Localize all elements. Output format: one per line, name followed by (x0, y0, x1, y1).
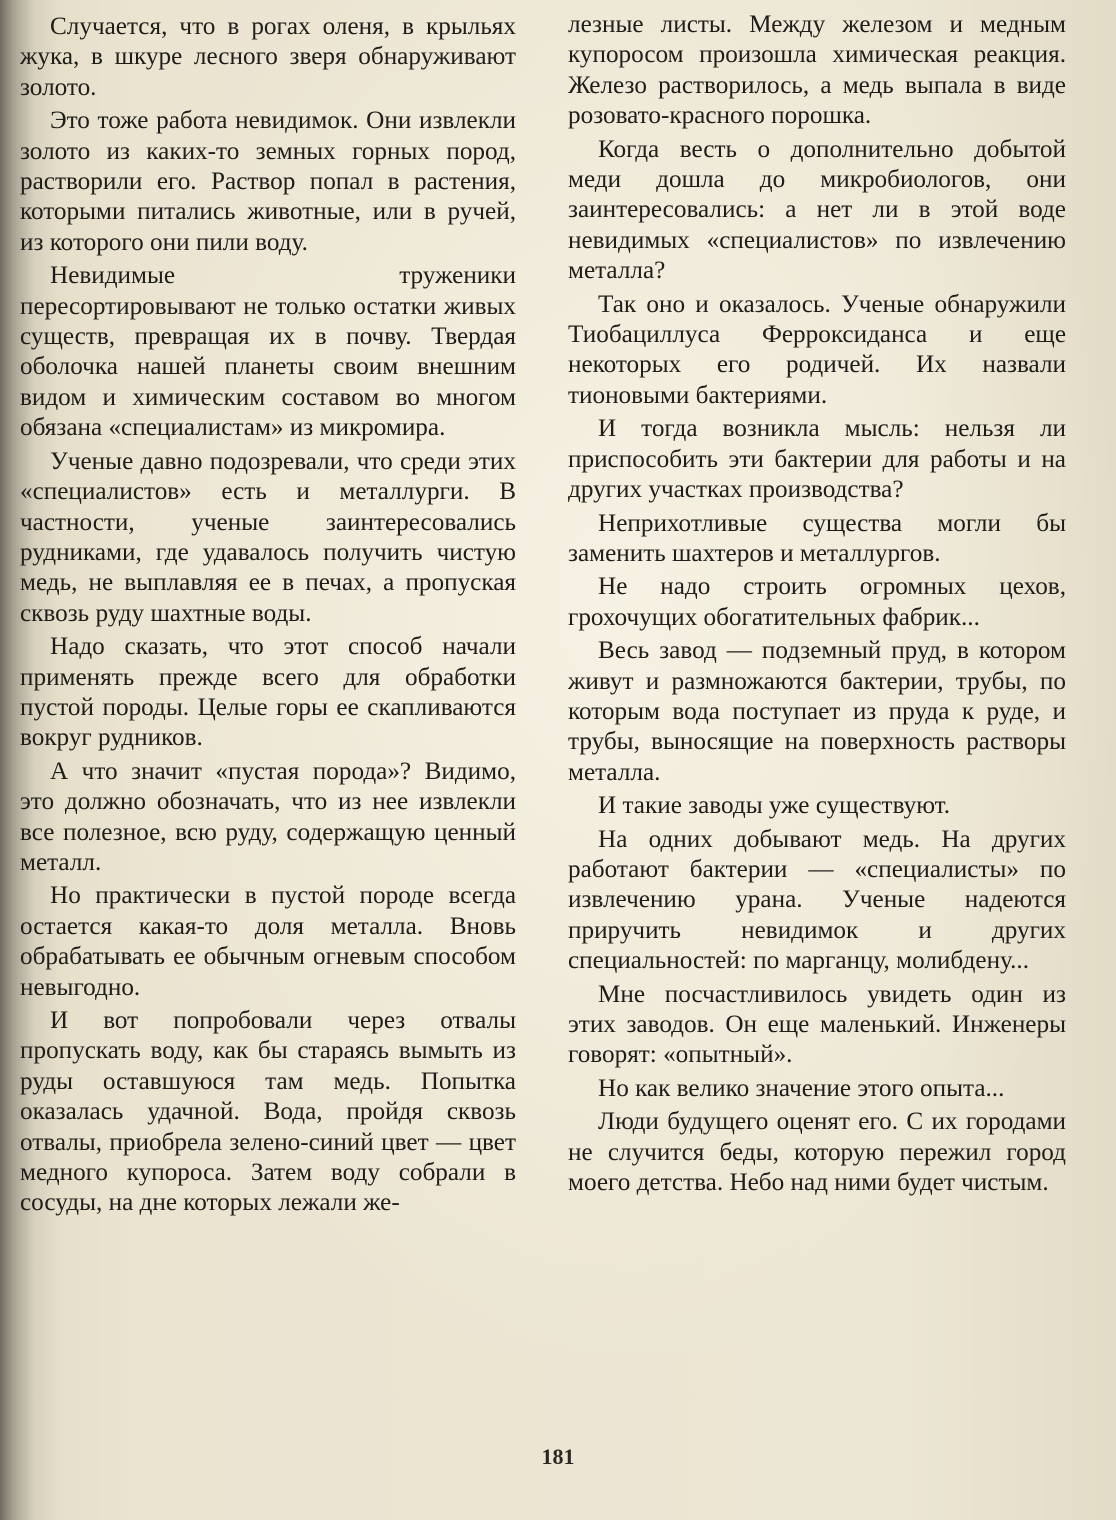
paragraph: Весь завод — подземный пруд, в котором живут и размножаются бактерии, трубы, по которым вода поступает из пруда к руде, и трубы, выносящие на поверхность растворы металла. (568, 637, 1066, 786)
paragraph: Не надо строить огромных цехов, грохочущих обогатительных фабрик... (568, 573, 1066, 631)
paragraph: Но как велико значение этого опыта... (598, 1074, 1005, 1102)
right-column (568, 10, 1066, 1201)
paragraph: Это тоже работа невидимок. Они извлекли золото из каких-то земных горных пород, растворили его. Раствор попал в растения, которыми питались животные, или в ручей, из которого они пили воду. (20, 107, 516, 256)
paragraph: Случается, что в рогах оленя, в крыльях жука, в шкуре лесного зверя обнаруживают золото. (20, 13, 516, 101)
paragraph: Надо сказать, что этот способ начали применять прежде всего для обработки пустой породы. Целые горы ее скапливаются вокруг рудников. (20, 633, 516, 752)
paragraph: Мне посчастливилось увидеть один из этих заводов. Он еще маленький. Инженеры говорят: «опытный». (568, 980, 1066, 1069)
paragraph: На одних добывают медь. На других работают бактерии — «специалисты» по извлечению урана. Ученые надеются приручить невидимок и других специальностей: по марганцу, молибдену... (568, 825, 1066, 975)
paragraph: Так оно и оказалось. Ученые обнаружили Тиобациллуса Ферроксиданса и еще некоторых его родичей. Их назвали тионовыми бактериями. (568, 290, 1066, 409)
paragraph: И такие заводы уже существуют. (598, 792, 951, 820)
paragraph: И тогда возникла мысль: нельзя ли приспособить эти бактерии для работы и на других участках производства? (568, 415, 1066, 504)
paragraph: Неприхотливые существа могли бы заменить шахтеров и металлургов. (568, 509, 1066, 567)
paragraph: И вот попробовали через отвалы пропускать воду, как бы стараясь вымыть из руды оставшуюся там медь. Попытка оказалась удачной. Вода, пройдя сквозь отвалы, приобрела зелено-синий цвет — цвет медного купороса. Затем воду собрали в сосуды, на дне которых лежали же- (20, 1007, 516, 1217)
paragraph: Невидимые труженики пересортировывают не только остатки живых существ, превращая их в почву. Твердая оболочка нашей планеты своим внешним видом и химическим составом во многом обязана «специалистам» из микромира. (20, 262, 516, 442)
paragraph: Но практически в пустой породе всегда остается какая-то доля металла. Вновь обрабатывать ее обычным огневым способом невыгодно. (20, 882, 516, 1001)
paragraph: Когда весть о дополнительно добытой меди дошла до микробиологов, они заинтересовались: а нет ли в этой воде невидимых «специалистов» по извлечению металла? (568, 135, 1066, 285)
paragraph: А что значит «пустая порода»? Видимо, это должно обозначать, что из нее извлекли все полезное, всю руду, содержащую ценный металл. (20, 757, 516, 876)
paragraph-continuation: лезные листы. Между железом и медным купоросом произошла химическая реакция. Железо растворилось, а медь выпала в виде розовато-красного порошка. (568, 11, 1066, 130)
paragraph: Люди будущего оценят его. С их городами не случится беды, которую пережил город моего детства. Небо над ними будет чистым. (568, 1108, 1066, 1197)
page-number: 181 (541, 1444, 575, 1469)
paragraph: Ученые давно подозревали, что среди этих «специалистов» есть и металлурги. В частности, ученые заинтересовались рудниками, где удавалось получить чистую медь, не выплавляя ее в печах, а пропуская сквозь руду шахтные воды. (20, 447, 516, 627)
left-column (20, 12, 516, 1222)
